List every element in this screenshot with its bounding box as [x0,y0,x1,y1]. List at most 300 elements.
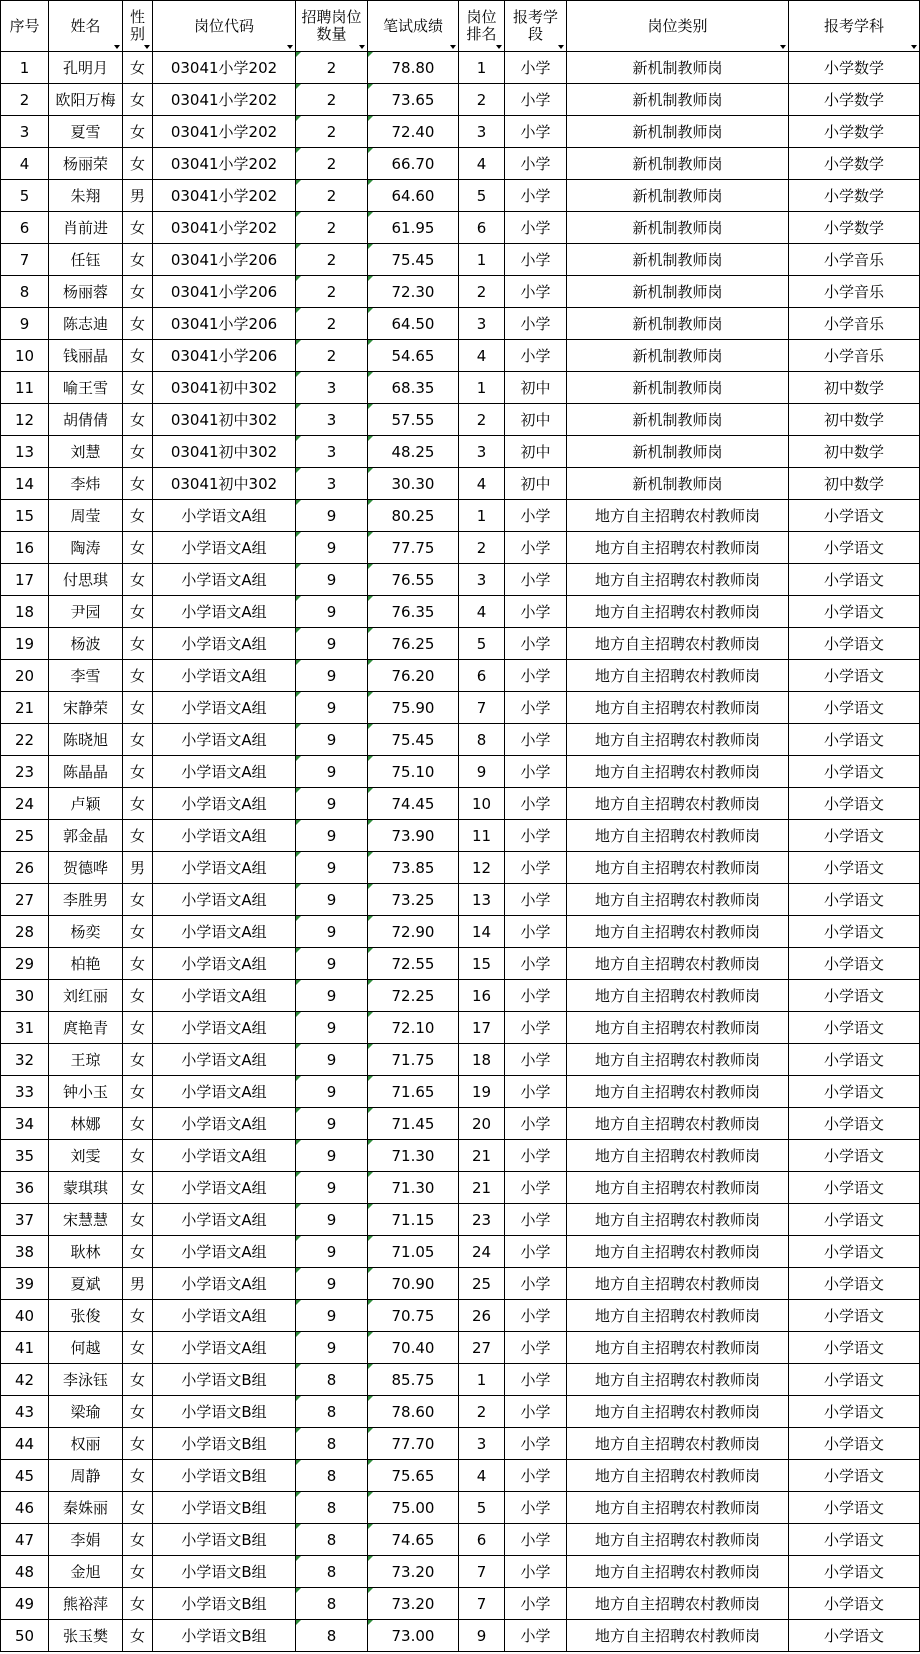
cell-score[interactable] [368,532,459,564]
cell-score[interactable] [368,1428,459,1460]
cell-gender[interactable] [123,916,153,948]
cell-subject[interactable] [789,500,920,532]
cell-gender[interactable] [123,756,153,788]
cell-stage[interactable] [505,628,567,660]
cell-position-code[interactable] [153,340,296,372]
cell-index[interactable] [1,660,49,692]
cell-stage[interactable] [505,756,567,788]
cell-index[interactable] [1,564,49,596]
cell-position-code[interactable] [153,404,296,436]
cell-name[interactable] [49,84,123,116]
cell-rank[interactable] [459,1204,505,1236]
cell-name[interactable] [49,596,123,628]
cell-position-code[interactable] [153,532,296,564]
cell-category[interactable] [567,596,789,628]
cell-position-code[interactable] [153,1620,296,1652]
cell-gender[interactable] [123,1140,153,1172]
cell-name[interactable] [49,1236,123,1268]
cell-gender[interactable] [123,52,153,84]
filter-dropdown-icon[interactable] [359,45,365,49]
cell-score[interactable] [368,1300,459,1332]
cell-subject[interactable] [789,1364,920,1396]
cell-gender[interactable] [123,1300,153,1332]
cell-stage[interactable] [505,468,567,500]
cell-stage[interactable] [505,84,567,116]
cell-position-code[interactable] [153,788,296,820]
cell-position-code[interactable] [153,1076,296,1108]
cell-openings[interactable] [296,756,368,788]
filter-dropdown-icon[interactable] [144,45,150,49]
cell-gender[interactable] [123,532,153,564]
cell-score[interactable] [368,1524,459,1556]
cell-index[interactable] [1,596,49,628]
cell-gender[interactable] [123,468,153,500]
cell-index[interactable] [1,1524,49,1556]
cell-score[interactable] [368,340,459,372]
cell-name[interactable] [49,116,123,148]
cell-stage[interactable] [505,1108,567,1140]
cell-category[interactable] [567,1044,789,1076]
cell-subject[interactable] [789,340,920,372]
cell-position-code[interactable] [153,884,296,916]
cell-rank[interactable] [459,276,505,308]
cell-index[interactable] [1,916,49,948]
cell-category[interactable] [567,1460,789,1492]
cell-subject[interactable] [789,628,920,660]
cell-gender[interactable] [123,372,153,404]
cell-openings[interactable] [296,788,368,820]
cell-category[interactable] [567,1172,789,1204]
cell-score[interactable] [368,756,459,788]
cell-index[interactable] [1,180,49,212]
cell-position-code[interactable] [153,1492,296,1524]
cell-gender[interactable] [123,1460,153,1492]
cell-category[interactable] [567,404,789,436]
cell-openings[interactable] [296,1364,368,1396]
cell-category[interactable] [567,212,789,244]
cell-openings[interactable] [296,564,368,596]
cell-index[interactable] [1,532,49,564]
cell-name[interactable] [49,1460,123,1492]
cell-subject[interactable] [789,820,920,852]
cell-category[interactable] [567,1492,789,1524]
cell-rank[interactable] [459,340,505,372]
cell-position-code[interactable] [153,1140,296,1172]
cell-subject[interactable] [789,436,920,468]
cell-subject[interactable] [789,212,920,244]
cell-score[interactable] [368,628,459,660]
cell-index[interactable] [1,852,49,884]
cell-index[interactable] [1,884,49,916]
cell-rank[interactable] [459,1300,505,1332]
cell-rank[interactable] [459,1492,505,1524]
cell-score[interactable] [368,1588,459,1620]
cell-score[interactable] [368,1492,459,1524]
cell-position-code[interactable] [153,1428,296,1460]
cell-rank[interactable] [459,1236,505,1268]
cell-index[interactable] [1,1428,49,1460]
cell-subject[interactable] [789,1044,920,1076]
cell-openings[interactable] [296,468,368,500]
cell-subject[interactable] [789,692,920,724]
cell-rank[interactable] [459,1460,505,1492]
cell-category[interactable] [567,1204,789,1236]
cell-name[interactable] [49,148,123,180]
cell-name[interactable] [49,372,123,404]
cell-gender[interactable] [123,820,153,852]
cell-rank[interactable] [459,980,505,1012]
cell-position-code[interactable] [153,596,296,628]
cell-name[interactable] [49,244,123,276]
cell-openings[interactable] [296,532,368,564]
cell-index[interactable] [1,1268,49,1300]
cell-gender[interactable] [123,1172,153,1204]
cell-name[interactable] [49,820,123,852]
cell-name[interactable] [49,1428,123,1460]
cell-rank[interactable] [459,1364,505,1396]
cell-score[interactable] [368,372,459,404]
cell-gender[interactable] [123,596,153,628]
cell-openings[interactable] [296,1268,368,1300]
header-cell-subject[interactable]: 报考学科 [789,1,920,52]
cell-subject[interactable] [789,788,920,820]
cell-name[interactable] [49,1620,123,1652]
filter-dropdown-icon[interactable] [450,45,456,49]
cell-category[interactable] [567,84,789,116]
cell-name[interactable] [49,340,123,372]
cell-rank[interactable] [459,1108,505,1140]
cell-name[interactable] [49,564,123,596]
cell-subject[interactable] [789,724,920,756]
cell-position-code[interactable] [153,692,296,724]
cell-openings[interactable] [296,628,368,660]
cell-category[interactable] [567,1332,789,1364]
cell-rank[interactable] [459,820,505,852]
cell-score[interactable] [368,244,459,276]
cell-name[interactable] [49,628,123,660]
cell-subject[interactable] [789,852,920,884]
cell-category[interactable] [567,628,789,660]
cell-subject[interactable] [789,660,920,692]
cell-stage[interactable] [505,660,567,692]
cell-category[interactable] [567,1588,789,1620]
cell-subject[interactable] [789,1556,920,1588]
cell-stage[interactable] [505,1524,567,1556]
cell-stage[interactable] [505,884,567,916]
cell-subject[interactable] [789,308,920,340]
cell-subject[interactable] [789,1492,920,1524]
cell-gender[interactable] [123,276,153,308]
cell-stage[interactable] [505,372,567,404]
cell-stage[interactable] [505,980,567,1012]
cell-subject[interactable] [789,372,920,404]
cell-category[interactable] [567,948,789,980]
cell-name[interactable] [49,692,123,724]
cell-name[interactable] [49,1108,123,1140]
cell-rank[interactable] [459,724,505,756]
cell-index[interactable] [1,980,49,1012]
cell-category[interactable] [567,180,789,212]
cell-rank[interactable] [459,1524,505,1556]
cell-subject[interactable] [789,1140,920,1172]
cell-category[interactable] [567,1108,789,1140]
cell-score[interactable] [368,1460,459,1492]
cell-rank[interactable] [459,148,505,180]
cell-rank[interactable] [459,436,505,468]
cell-stage[interactable] [505,276,567,308]
cell-score[interactable] [368,1556,459,1588]
cell-position-code[interactable] [153,1332,296,1364]
cell-gender[interactable] [123,1204,153,1236]
cell-rank[interactable] [459,500,505,532]
cell-stage[interactable] [505,1012,567,1044]
cell-index[interactable] [1,1140,49,1172]
cell-category[interactable] [567,52,789,84]
cell-openings[interactable] [296,692,368,724]
cell-index[interactable] [1,1556,49,1588]
header-cell-index[interactable]: 序号 [1,1,49,52]
cell-position-code[interactable] [153,948,296,980]
cell-stage[interactable] [505,948,567,980]
cell-score[interactable] [368,916,459,948]
cell-position-code[interactable] [153,1236,296,1268]
cell-name[interactable] [49,308,123,340]
cell-gender[interactable] [123,404,153,436]
cell-stage[interactable] [505,436,567,468]
cell-category[interactable] [567,1236,789,1268]
cell-score[interactable] [368,788,459,820]
cell-stage[interactable] [505,116,567,148]
cell-score[interactable] [368,1076,459,1108]
cell-score[interactable] [368,1620,459,1652]
cell-gender[interactable] [123,1012,153,1044]
cell-subject[interactable] [789,1332,920,1364]
cell-index[interactable] [1,948,49,980]
cell-gender[interactable] [123,1396,153,1428]
cell-openings[interactable] [296,116,368,148]
cell-rank[interactable] [459,84,505,116]
cell-gender[interactable] [123,1332,153,1364]
cell-gender[interactable] [123,564,153,596]
cell-openings[interactable] [296,1524,368,1556]
cell-index[interactable] [1,1108,49,1140]
cell-rank[interactable] [459,1172,505,1204]
cell-index[interactable] [1,212,49,244]
cell-category[interactable] [567,724,789,756]
cell-rank[interactable] [459,1076,505,1108]
cell-name[interactable] [49,52,123,84]
cell-position-code[interactable] [153,1268,296,1300]
cell-openings[interactable] [296,1236,368,1268]
cell-stage[interactable] [505,1556,567,1588]
filter-dropdown-icon[interactable] [287,45,293,49]
cell-openings[interactable] [296,596,368,628]
cell-position-code[interactable] [153,980,296,1012]
cell-subject[interactable] [789,84,920,116]
cell-openings[interactable] [296,308,368,340]
filter-dropdown-icon[interactable] [911,45,917,49]
cell-rank[interactable] [459,1396,505,1428]
cell-gender[interactable] [123,1076,153,1108]
cell-name[interactable] [49,948,123,980]
cell-openings[interactable] [296,1556,368,1588]
cell-stage[interactable] [505,916,567,948]
cell-subject[interactable] [789,404,920,436]
cell-position-code[interactable] [153,84,296,116]
cell-position-code[interactable] [153,916,296,948]
cell-subject[interactable] [789,916,920,948]
cell-score[interactable] [368,1172,459,1204]
cell-stage[interactable] [505,852,567,884]
cell-gender[interactable] [123,1236,153,1268]
cell-openings[interactable] [296,1012,368,1044]
cell-gender[interactable] [123,1108,153,1140]
cell-score[interactable] [368,52,459,84]
cell-name[interactable] [49,1332,123,1364]
cell-index[interactable] [1,1236,49,1268]
cell-score[interactable] [368,1140,459,1172]
header-cell-rank[interactable]: 岗位排名 [459,1,505,52]
cell-stage[interactable] [505,1044,567,1076]
cell-rank[interactable] [459,212,505,244]
cell-subject[interactable] [789,148,920,180]
cell-gender[interactable] [123,1620,153,1652]
cell-category[interactable] [567,436,789,468]
cell-gender[interactable] [123,1524,153,1556]
cell-openings[interactable] [296,180,368,212]
cell-score[interactable] [368,308,459,340]
cell-position-code[interactable] [153,500,296,532]
cell-score[interactable] [368,852,459,884]
cell-openings[interactable] [296,340,368,372]
cell-gender[interactable] [123,116,153,148]
cell-subject[interactable] [789,244,920,276]
cell-subject[interactable] [789,52,920,84]
cell-name[interactable] [49,1012,123,1044]
cell-score[interactable] [368,948,459,980]
cell-score[interactable] [368,276,459,308]
cell-openings[interactable] [296,52,368,84]
cell-gender[interactable] [123,948,153,980]
cell-subject[interactable] [789,1076,920,1108]
cell-rank[interactable] [459,404,505,436]
cell-openings[interactable] [296,436,368,468]
cell-category[interactable] [567,1428,789,1460]
cell-index[interactable] [1,1300,49,1332]
cell-score[interactable] [368,1396,459,1428]
cell-openings[interactable] [296,852,368,884]
cell-score[interactable] [368,404,459,436]
cell-name[interactable] [49,756,123,788]
cell-stage[interactable] [505,788,567,820]
cell-subject[interactable] [789,1268,920,1300]
cell-name[interactable] [49,1140,123,1172]
cell-position-code[interactable] [153,724,296,756]
cell-position-code[interactable] [153,1556,296,1588]
cell-category[interactable] [567,468,789,500]
cell-openings[interactable] [296,1076,368,1108]
cell-index[interactable] [1,1396,49,1428]
cell-openings[interactable] [296,724,368,756]
cell-rank[interactable] [459,1012,505,1044]
cell-gender[interactable] [123,660,153,692]
cell-openings[interactable] [296,1172,368,1204]
cell-score[interactable] [368,884,459,916]
cell-name[interactable] [49,276,123,308]
cell-category[interactable] [567,1364,789,1396]
cell-gender[interactable] [123,724,153,756]
cell-name[interactable] [49,500,123,532]
cell-subject[interactable] [789,1524,920,1556]
cell-category[interactable] [567,1556,789,1588]
cell-score[interactable] [368,1268,459,1300]
cell-rank[interactable] [459,468,505,500]
cell-name[interactable] [49,1044,123,1076]
cell-stage[interactable] [505,724,567,756]
cell-stage[interactable] [505,500,567,532]
cell-rank[interactable] [459,564,505,596]
cell-category[interactable] [567,1076,789,1108]
cell-subject[interactable] [789,116,920,148]
cell-position-code[interactable] [153,180,296,212]
cell-subject[interactable] [789,1108,920,1140]
cell-category[interactable] [567,276,789,308]
cell-name[interactable] [49,1300,123,1332]
cell-rank[interactable] [459,852,505,884]
filter-dropdown-icon[interactable] [114,45,120,49]
cell-rank[interactable] [459,948,505,980]
cell-gender[interactable] [123,180,153,212]
cell-gender[interactable] [123,500,153,532]
cell-rank[interactable] [459,1268,505,1300]
cell-score[interactable] [368,1204,459,1236]
cell-index[interactable] [1,1076,49,1108]
cell-subject[interactable] [789,1012,920,1044]
cell-stage[interactable] [505,1140,567,1172]
cell-stage[interactable] [505,1364,567,1396]
cell-category[interactable] [567,1396,789,1428]
cell-rank[interactable] [459,1332,505,1364]
cell-stage[interactable] [505,1428,567,1460]
header-cell-stage[interactable]: 报考学段 [505,1,567,52]
cell-index[interactable] [1,1620,49,1652]
cell-openings[interactable] [296,404,368,436]
cell-gender[interactable] [123,852,153,884]
cell-subject[interactable] [789,596,920,628]
cell-gender[interactable] [123,1044,153,1076]
cell-gender[interactable] [123,1268,153,1300]
cell-index[interactable] [1,52,49,84]
cell-position-code[interactable] [153,1108,296,1140]
cell-index[interactable] [1,1460,49,1492]
cell-score[interactable] [368,116,459,148]
cell-gender[interactable] [123,340,153,372]
cell-subject[interactable] [789,1428,920,1460]
cell-position-code[interactable] [153,1524,296,1556]
cell-stage[interactable] [505,404,567,436]
cell-openings[interactable] [296,500,368,532]
cell-position-code[interactable] [153,116,296,148]
cell-category[interactable] [567,788,789,820]
cell-gender[interactable] [123,436,153,468]
cell-stage[interactable] [505,308,567,340]
cell-score[interactable] [368,660,459,692]
cell-stage[interactable] [505,1396,567,1428]
cell-gender[interactable] [123,212,153,244]
cell-position-code[interactable] [153,468,296,500]
cell-score[interactable] [368,180,459,212]
cell-subject[interactable] [789,180,920,212]
